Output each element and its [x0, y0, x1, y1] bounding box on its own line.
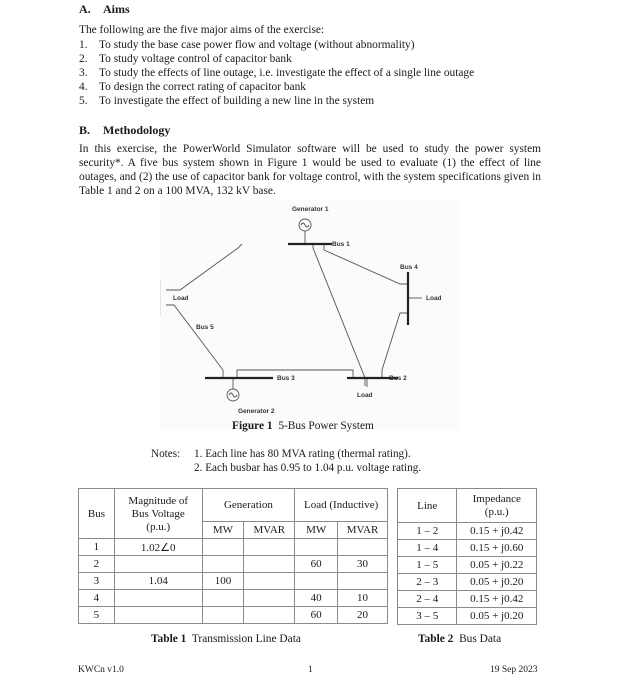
- bus-1-label: Bus 1: [332, 241, 350, 248]
- table-1-bus-data: [78, 488, 388, 624]
- generator-2-label: Generator 2: [238, 408, 275, 415]
- table-row: 2 60 30: [79, 556, 388, 573]
- table-row: 3 – 5 0.05 + j0.20: [398, 608, 537, 625]
- col-header-gen-mw: MW: [202, 522, 244, 539]
- notes-list: [194, 448, 421, 475]
- col-header-load-mw: MW: [295, 522, 338, 539]
- five-bus-diagram: [160, 200, 460, 430]
- notes-label: Notes:: [151, 448, 181, 460]
- col-header-gen-mvar: MVAR: [244, 522, 295, 539]
- load-bus-2-label: Load: [357, 392, 373, 399]
- table-row: 3 1.04 100: [79, 573, 388, 590]
- aim-item: 4. To design the correct rating of capacitor bank: [79, 81, 306, 93]
- table-row: 2 – 3 0.05 + j0.20: [398, 574, 537, 591]
- col-header-bus: Bus: [79, 489, 115, 539]
- methodology-paragraph: In this exercise, the PowerWorld Simulator software will be used to study the power system security*. A five bus system shown in Figure 1 would be used to evaluate (1) the effect of line outages, and (2) the use of capacitor bank for voltage control, with the system specifications given in Table 1 and 2 on a 100 MVA, 132 kV base.: [79, 143, 541, 197]
- load-bus-4-label: Load: [426, 295, 442, 302]
- bus-4-label: Bus 4: [400, 264, 418, 271]
- table-2-caption: Table 2 Bus Data: [418, 633, 502, 645]
- table-row: 1 – 4 0.15 + j0.60: [398, 540, 537, 557]
- table-row: 4 40 10: [79, 590, 388, 607]
- bus-2-label: Bus 2: [389, 375, 407, 382]
- footer-date: 19 Sep 2023: [490, 665, 538, 675]
- table-row: 1 1.02∠0: [79, 539, 388, 556]
- footer-version: KWCn v1.0: [78, 665, 124, 675]
- col-header-load-mvar: MVAR: [338, 522, 388, 539]
- one-line-diagram: [160, 200, 460, 430]
- col-header-impedance: Impedance (p.u.): [457, 489, 537, 523]
- aims-list: [79, 38, 474, 108]
- section-b-heading: B. Methodology: [79, 123, 171, 137]
- table-1-caption: Table 1 Transmission Line Data: [151, 633, 301, 645]
- aim-item: 1. To study the base case power flow and voltage (without abnormality): [79, 39, 415, 51]
- aim-item: 2. To study voltage control of capacitor bank: [79, 53, 292, 65]
- table-2-line-data: [397, 488, 537, 625]
- table-row: 1 – 5 0.05 + j0.22: [398, 557, 537, 574]
- table-row: 1 – 2 0.15 + j0.42: [398, 523, 537, 540]
- figure-caption: Figure 1 5-Bus Power System: [232, 420, 374, 432]
- col-header-voltage: Magnitude of Bus Voltage (p.u.): [114, 489, 202, 539]
- note-item: 1. Each line has 80 MVA rating (thermal rating).: [194, 448, 411, 460]
- load-bus-5-label: Load: [173, 295, 189, 302]
- section-a-heading: A. Aims: [79, 2, 130, 16]
- footer-page-number: 1: [308, 665, 313, 675]
- aim-item: 3. To study the effects of line outage, i.e. investigate the effect of a single line outage: [79, 67, 475, 79]
- col-header-load: Load (Inductive): [295, 489, 388, 522]
- bus-3-label: Bus 3: [277, 375, 295, 382]
- col-header-generation: Generation: [202, 489, 295, 522]
- table-row: 2 – 4 0.15 + j0.42: [398, 591, 537, 608]
- aim-item: 5. To investigate the effect of building a new line in the system: [79, 95, 375, 107]
- note-item: 2. Each busbar has 0.95 to 1.04 p.u. voltage rating.: [194, 461, 422, 474]
- col-header-line: Line: [398, 489, 457, 523]
- table-row: 5 60 20: [79, 607, 388, 624]
- generator-1-label: Generator 1: [292, 206, 329, 213]
- aims-intro: The following are the five major aims of the exercise:: [79, 24, 325, 36]
- bus-5-label: Bus 5: [196, 324, 214, 331]
